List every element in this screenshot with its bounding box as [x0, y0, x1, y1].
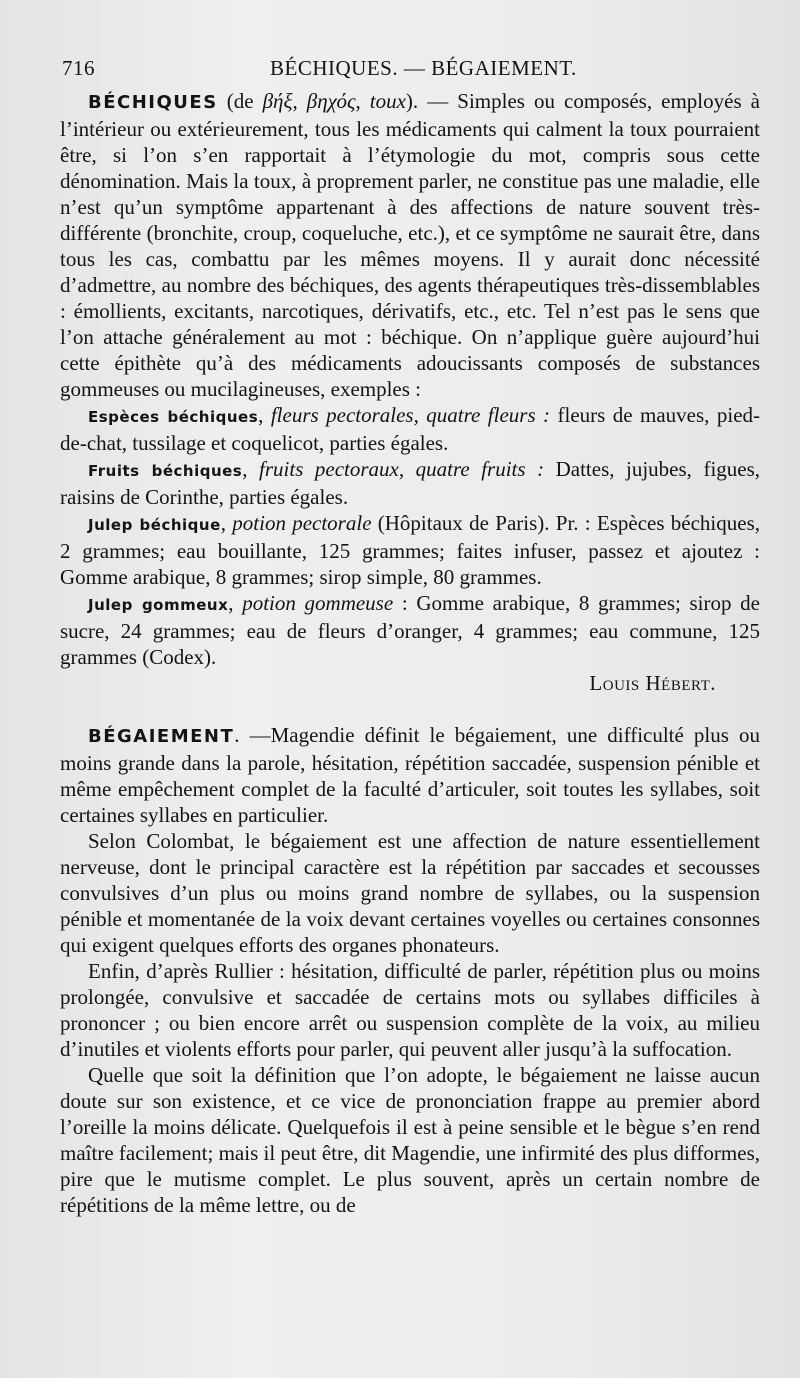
greek-separator-1: , — [292, 89, 307, 113]
greek-separator-2: , — [355, 89, 370, 113]
subhead-synonym: potion gommeuse — [242, 591, 394, 615]
bechiques-text: ). — Simples ou composés, employés à l’intérieur ou extérieurement, tous les médicaments qui calment la toux pourraient être, si l’on s’en rapportait à l’étymologie du mot, compris sous cette dénomination. Mais la toux, à proprement parler, ne constitue pas une maladie, elle n’est qu’un symptôme appartenant à des affections de nature souvent très-différente (bronchite, croup, coqueluche, etc.), et ce symptôme ne saurait être, dans tous les cas, combattu par les mêmes moyens. Il y aurait donc nécessité d’admettre, au nombre des béchiques, des agents thérapeutiques très-dissemblables : émollients, excitants, narcotiques, dérivatifs, etc., etc. Tel n’est pas le sens que l’on attache généralement au mot : béchique. On n’applique guère aujourd’hui cette épithète qu’à des médicaments adoucissants composés de substances gommeuses ou mucilagineuses, exemples : — [60, 89, 760, 401]
headword-bechiques: BÉCHIQUES — [88, 92, 218, 113]
etymology-open: (de — [217, 89, 263, 113]
headword-begaiement: BÉGAIEMENT — [88, 726, 235, 747]
subhead-text: (Hôpitaux de Paris). Pr. : Espèces béchiques, 2 grammes; eau bouillante, 125 grammes; faites infuser, passez et ajoutez : Gomme arabique, 8 grammes; sirop simple, 80 grammes. — [60, 511, 760, 589]
subhead-label: Fruits béchiques — [88, 462, 243, 480]
subhead-synonym: fleurs pectorales, quatre fleurs : — [270, 403, 551, 427]
subhead-separator: , — [228, 591, 243, 615]
bechiques-definition — [60, 88, 760, 402]
subhead-separator: , — [242, 457, 260, 481]
greek-word-1: βήξ — [262, 89, 293, 113]
running-head — [60, 56, 760, 88]
entry-separator — [60, 696, 760, 722]
begaiement-paragraph-colombat: Selon Colombat, le bégaiement est une affection de nature essentiellement nerveuse, dont le principal caractère est la répétition par saccades et secousses convulsives d’un plus ou moins grand nombre de syllabes, ou la suspension pénible et momentanée de la voix devant certaines voyelles ou certaines consonnes qui exigent quelques efforts des organes phonateurs. — [60, 829, 760, 957]
etymology-gloss: toux — [369, 89, 406, 113]
subhead-separator: , — [258, 403, 271, 427]
entry-bechiques — [60, 88, 760, 696]
subhead-text: Dattes, jujubes, figues, raisins de Corinthe, parties égales. — [60, 457, 761, 509]
sub-entry-julep-gommeux — [60, 590, 760, 670]
subhead-text: : Gomme arabique, 8 grammes; sirop de sucre, 24 grammes; eau de fleurs d’oranger, 4 grammes; eau commune, 125 grammes (Codex). — [60, 591, 760, 669]
subhead-label: Julep gommeux — [88, 596, 229, 614]
running-title: BÉCHIQUES. — BÉGAIEMENT. — [270, 56, 577, 80]
subhead-label: Julep béchique — [88, 516, 221, 534]
begaiement-first-text: . —Magendie définit le bégaiement, une difficulté plus ou moins grande dans la parole, hésitation, répétition saccadée, suspension pénible et même empêchement complet de la faculté d’articuler, soit toutes les syllabes, soit certaines syllabes en particulier. — [60, 723, 760, 827]
subhead-text: fleurs de mauves, pied-de-chat, tussilage et coquelicot, parties égales. — [60, 403, 761, 455]
sub-entry-fruits — [60, 456, 760, 510]
sub-entry-especes — [60, 402, 760, 456]
sub-entry-julep-bechique — [60, 510, 760, 590]
entry-begaiement — [60, 722, 760, 1218]
subhead-separator: , — [220, 511, 233, 535]
author-signature-line — [60, 670, 760, 696]
author-signature: Louis Hébert. — [589, 671, 716, 695]
begaiement-paragraph-rullier: Enfin, d’après Rullier : hésitation, difficulté de parler, répétition plus ou moins prolongée, convulsive et saccadée de certains mots ou syllabes difficiles à prononcer ; ou bien encore arrêt ou suspension complète de la voix, au milieu d’inutiles et violents efforts pour parler, qui peuvent aller jusqu’à la suffocation. — [60, 959, 760, 1061]
subhead-synonym: fruits pectoraux, quatre fruits : — [259, 457, 545, 481]
begaiement-paragraph-definition: Quelle que soit la définition que l’on adopte, le bégaiement ne laisse aucun doute sur son existence, et ce vice de prononciation frappe au premier abord l’oreille la moins délicate. Quelquefois il est à peine sensible et le bègue s’en rend maître facilement; mais il peut être, dit Magendie, une infirmité des plus difformes, pire que le mutisme complet. Le plus souvent, après un certain nombre de répétitions de la même lettre, ou de — [60, 1063, 760, 1217]
begaiement-definition — [60, 722, 760, 828]
subhead-label: Espèces béchiques — [88, 408, 259, 426]
greek-word-2: βηχός — [306, 89, 356, 113]
page-number: 716 — [62, 56, 95, 80]
subhead-synonym: potion pectorale — [232, 511, 372, 535]
